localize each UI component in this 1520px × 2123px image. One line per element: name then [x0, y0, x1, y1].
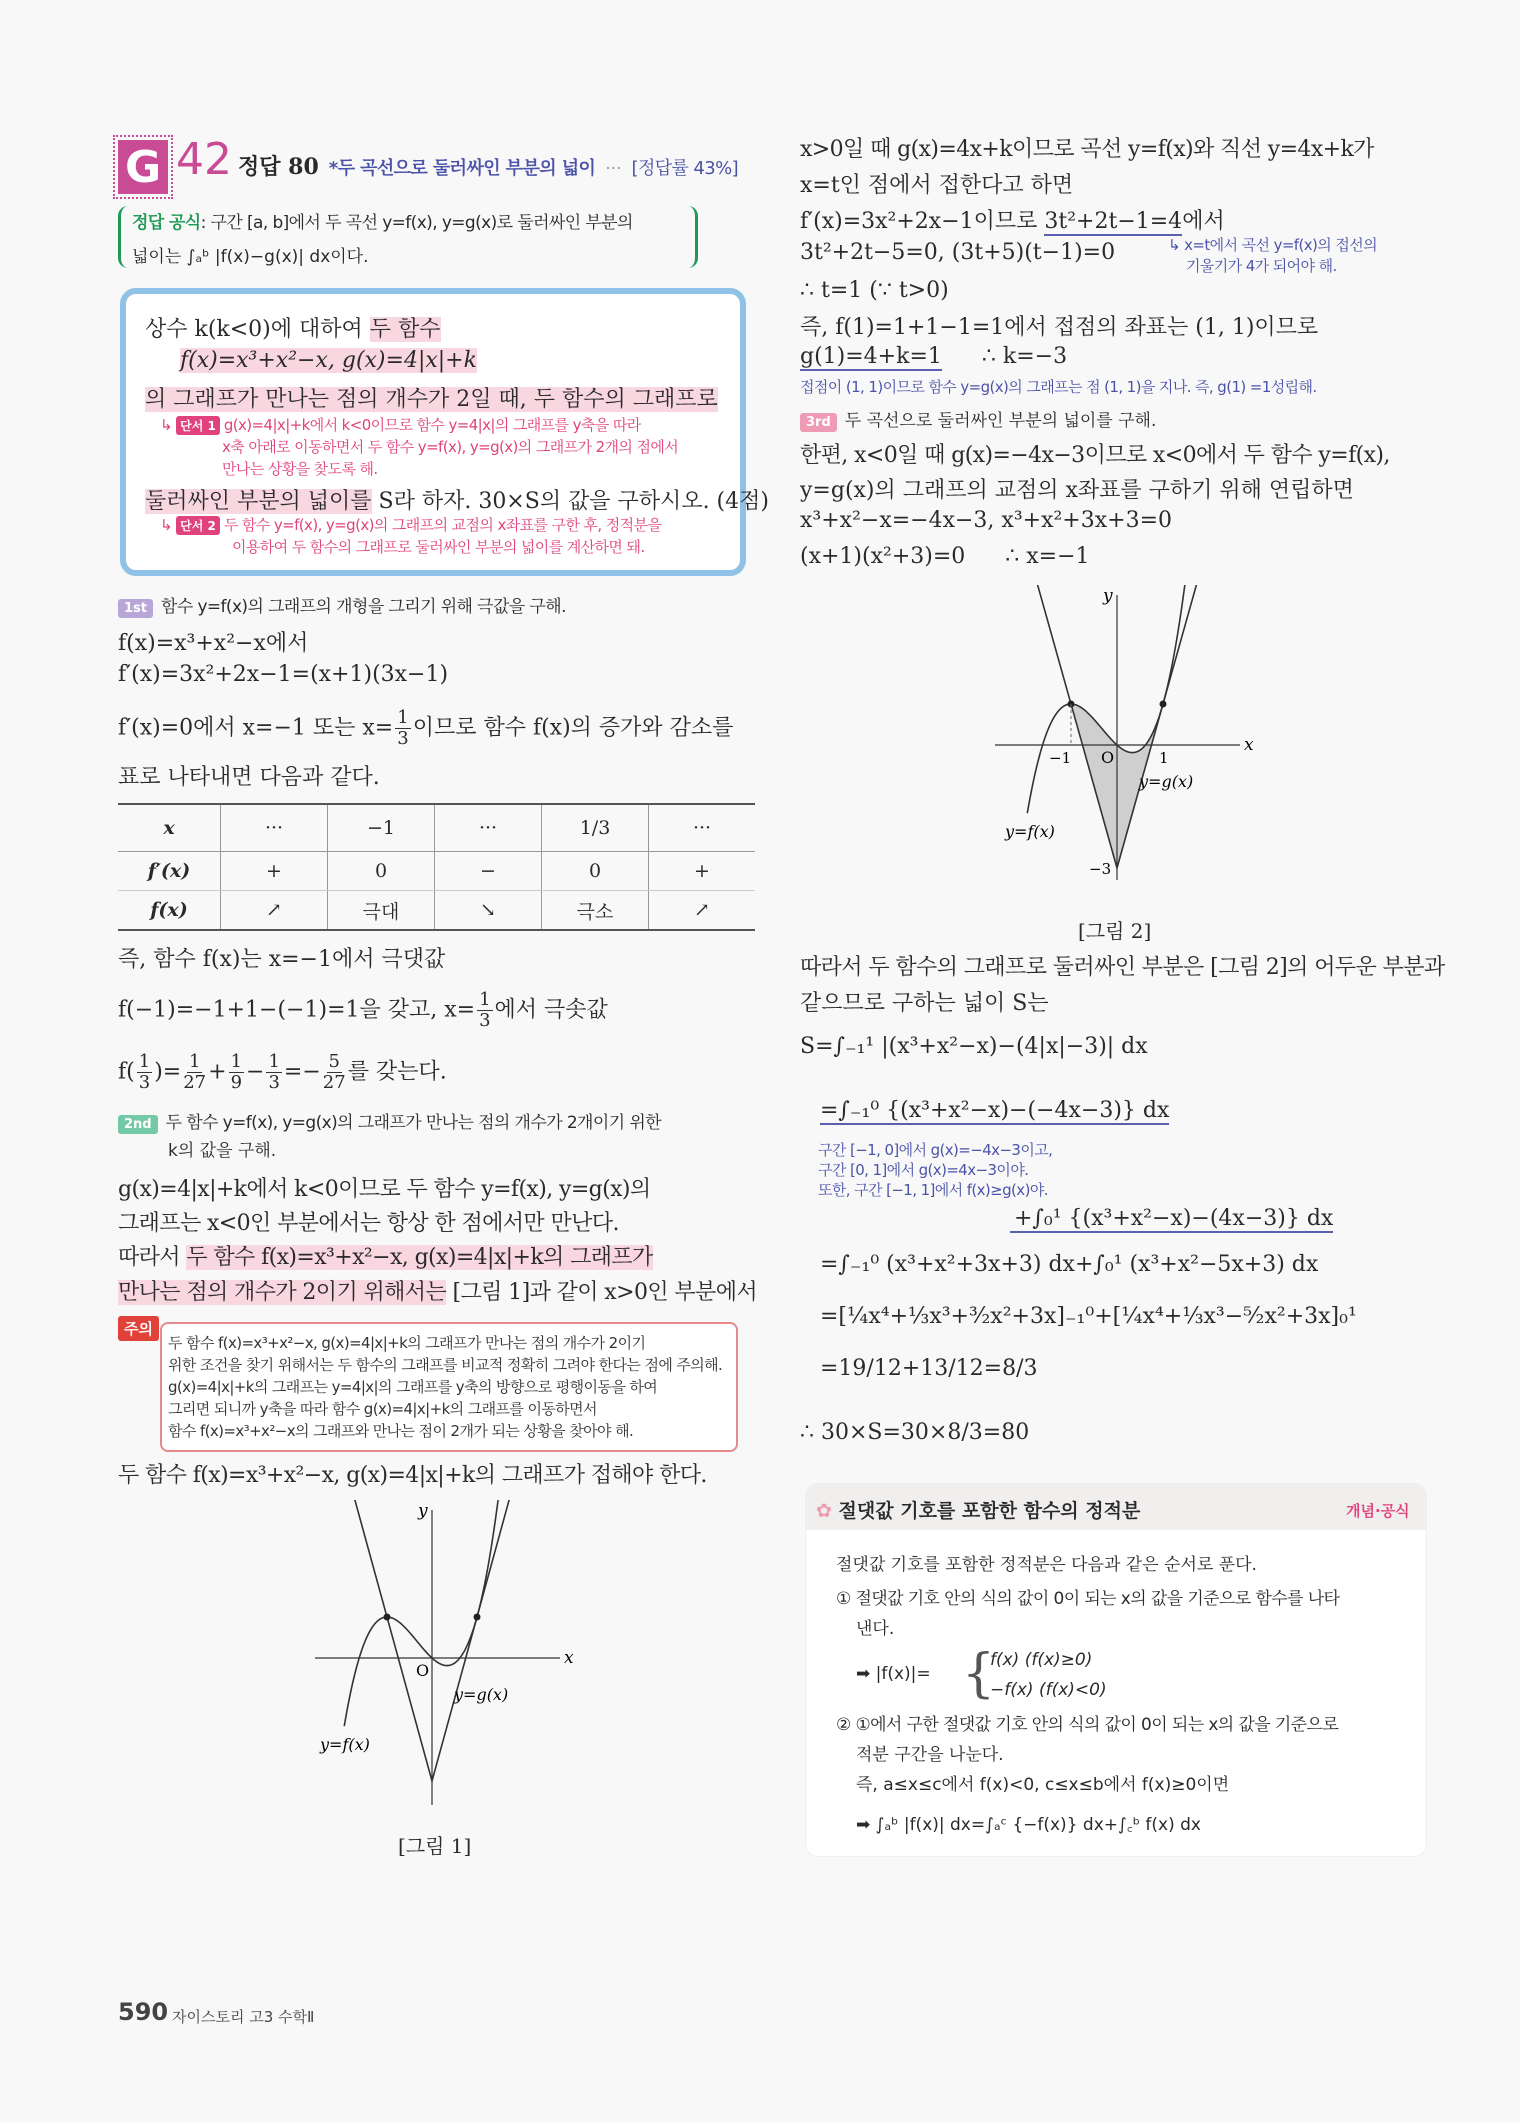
hint-2: ↳ 단서 2 두 함수 y=f(x), y=g(x)의 그래프의 교점의 x좌표를 구한 후, 정적분을: [160, 516, 662, 534]
table-cell: 0: [328, 852, 435, 891]
text: 상수 k(k<0)에 대하여: [145, 317, 370, 342]
area-eq-4: =∫₋₁⁰ (x³+x²+3x+3) dx+∫₀¹ (x³+x²−5x+3) dx: [820, 1252, 1319, 1277]
brace: {: [962, 1644, 996, 1704]
text: 이므로 함수 f(x)의 증가와 감소를: [412, 715, 734, 741]
concept-item-2c: 즉, a≤x≤c에서 f(x)<0, c≤x≤b에서 f(x)≥0이면: [856, 1775, 1230, 1795]
step1-line-3: [118, 708, 733, 749]
tick-label: 1: [1159, 749, 1169, 767]
table-cell: 극대: [328, 891, 435, 930]
den: 3: [479, 1009, 491, 1031]
f-label: y=f(x): [1005, 822, 1055, 841]
note-line: 또한, 구간 [−1, 1]에서 f(x)≥g(x)야.: [818, 1181, 1048, 1199]
hint-tag: 단서 1: [176, 416, 220, 435]
note-slope-2: 기울기가 4가 되어야 해.: [1186, 257, 1337, 275]
table-cell: ···: [435, 805, 542, 852]
den: 27: [183, 1071, 207, 1093]
table-cell: f′(x): [118, 852, 221, 891]
formula-line-2: 넓이는 ∫ₐᵇ |f(x)−g(x)| dx이다.: [132, 247, 369, 267]
table-cell: ···: [649, 805, 756, 852]
text: [그림 1]과 같이 x>0인 부분에서: [446, 1280, 757, 1305]
right-line-7: [800, 344, 1067, 369]
abs-def-lhs: ➡ |f(x)|=: [856, 1664, 931, 1684]
step1-line-5: 즉, 함수 f(x)는 x=−1에서 극댓값: [118, 947, 446, 972]
note-line: 구간 [−1, 0]에서 g(x)=−4x−3이고,: [818, 1141, 1053, 1159]
text: ∴ x=−1: [1005, 544, 1090, 569]
den: 3: [397, 727, 409, 749]
text: f(−1)=−1+1−(−1)=1을 갖고, x=: [118, 997, 476, 1023]
num: 1: [397, 707, 409, 728]
step-2-title-2: k의 값을 구해.: [168, 1141, 277, 1161]
table-cell: x: [118, 805, 221, 852]
num: 1: [230, 1051, 243, 1072]
fraction: [395, 708, 410, 749]
concept-item-2d: ➡ ∫ₐᵇ |f(x)| dx=∫ₐᶜ {−f(x)} dx+∫꜀ᵇ f(x) dx: [856, 1815, 1201, 1835]
underlined-eq: g(1)=4+k=1: [800, 344, 942, 369]
hint-2-line-2: 이용하여 두 함수의 그래프로 둘러싸인 부분의 넓이를 계산하면 돼.: [232, 538, 645, 556]
step2-line-5: 두 함수 f(x)=x³+x²−x, g(x)=4|x|+k의 그래프가 접해야 한다.: [118, 1463, 707, 1488]
text: f′(x)=3x²+2x−1이므로: [800, 209, 1045, 234]
step-3-heading: [800, 406, 1156, 432]
den: 3: [138, 1071, 151, 1093]
figure-2-graph: [990, 585, 1260, 885]
text: 를 갖는다.: [347, 1059, 447, 1085]
right-line-4: 3t²+2t−5=0, (3t+5)(t−1)=0: [800, 240, 1116, 265]
highlight: 두 함수의 그래프로: [533, 387, 718, 412]
fraction: [266, 1052, 281, 1093]
note-slope: ↳ x=t에서 곡선 y=f(x)의 접선의: [1168, 236, 1377, 254]
text: 에서: [1182, 209, 1225, 234]
concept-item-2b: 적분 구간을 나눈다.: [856, 1745, 1004, 1765]
page-number: 590: [118, 1998, 169, 2026]
step-1-heading: [118, 592, 566, 618]
solution-line-1: 따라서 두 함수의 그래프로 둘러싸인 부분은 [그림 2]의 어두운 부분과: [800, 955, 1445, 980]
step2-line-1: g(x)=4|x|+k에서 k<0이므로 두 함수 y=f(x), y=g(x)의: [118, 1177, 651, 1202]
book-title: 자이스토리 고3 수학Ⅱ: [172, 2008, 315, 2026]
problem-line-4: [145, 484, 769, 515]
area-eq-5: =[¼x⁴+⅓x³+³⁄₂x²+3x]₋₁⁰+[¼x⁴+⅓x³−⁵⁄₂x²+3x]₀¹: [820, 1304, 1357, 1329]
highlight: 둘러싸인 부분의 넓이를: [145, 489, 372, 514]
text: f′(x)=0에서 x=−1 또는 x=: [118, 715, 394, 741]
concept-item-2: ② ①에서 구한 절댓값 기호 안의 식의 값이 0이 되는 x의 값을 기준으로: [836, 1715, 1339, 1735]
caution-text: [168, 1332, 722, 1442]
highlight: 두 함수 f(x)=x³+x²−x, g(x)=4|x|+k의 그래프가: [186, 1245, 653, 1270]
right-line-3: [800, 204, 1225, 235]
formula-line-1: [132, 208, 633, 233]
step2-line-2: 그래프는 x<0인 부분에서는 항상 한 점에서만 만난다.: [118, 1211, 619, 1236]
fraction: [323, 1052, 346, 1093]
section-badge: G: [118, 140, 168, 194]
table-cell: ↘: [435, 891, 542, 930]
right-line-10: x³+x²−x=−4x−3, x³+x²+3x+3=0: [800, 508, 1173, 533]
formula-label: 정답 공식: [132, 213, 201, 233]
abs-case-1: f(x) (f(x)≥0): [990, 1650, 1093, 1670]
step1-line-7: [118, 1052, 447, 1093]
origin-label: O: [416, 1661, 430, 1680]
flower-icon: ✿: [816, 1500, 832, 1522]
right-line-8: 한편, x<0일 때 g(x)=−4x−3이므로 x<0에서 두 함수 y=f(x),: [800, 443, 1390, 468]
intersection-point: [384, 1614, 391, 1621]
note-tangent-point: 접점이 (1, 1)이므로 함수 y=g(x)의 그래프는 점 (1, 1)을 지나. 즉, g(1) =1성립해.: [800, 378, 1317, 396]
right-line-11: [800, 544, 1090, 569]
den: 9: [230, 1071, 243, 1093]
correct-rate: [정답률 43%]: [631, 158, 739, 179]
highlight: 만나는 점의 개수가 2이기 위해서는: [118, 1280, 447, 1305]
hint-tag: 단서 2: [176, 516, 220, 535]
fraction: [477, 990, 492, 1031]
table-row: [118, 891, 755, 930]
hint-1-line-2: x축 아래로 이동하면서 두 함수 y=f(x), y=g(x)의 그래프가 2개의 점에서: [222, 438, 679, 456]
concept-title: 절댓값 기호를 포함한 함수의 정적분: [838, 1500, 1141, 1522]
area-eq-2: =∫₋₁⁰ {(x³+x²−x)−(−4x−3)} dx: [820, 1098, 1170, 1123]
text: )=: [154, 1059, 182, 1085]
figure-2-caption: [그림 2]: [1078, 919, 1152, 943]
text: S라 하자. 30×S의 값을 구하시오. (4점): [371, 489, 769, 514]
den: 27: [322, 1071, 346, 1093]
right-line-6: 즉, f(1)=1+1−1=1에서 접점의 좌표는 (1, 1)이므로: [800, 315, 1319, 340]
right-line-5: ∴ t=1 (∵ t>0): [800, 278, 949, 303]
caution-line: 위한 조건을 찾기 위해서는 두 함수의 그래프를 비교적 정확히 그려야 한다는 점에 주의해.: [168, 1356, 723, 1374]
table-cell: +: [221, 852, 328, 891]
abs-case-2: −f(x) (f(x)<0): [990, 1680, 1107, 1700]
num: 1: [479, 989, 491, 1010]
interval-note: [818, 1140, 1052, 1200]
table-cell: 1/3: [542, 805, 649, 852]
area-eq-3: +∫₀¹ {(x³+x²−x)−(4x−3)} dx: [1010, 1206, 1333, 1233]
underlined-eq: 3t²+2t−1=4: [1044, 209, 1183, 234]
num: 5: [328, 1051, 340, 1072]
table-cell: ↗: [221, 891, 328, 930]
caution-line: 함수 f(x)=x³+x²−x의 그래프와 만나는 점이 2개가 되는 상황을 찾아야 해.: [168, 1422, 634, 1440]
f-label: y=f(x): [320, 1735, 370, 1754]
concept-tag: 개념·공식: [1346, 1502, 1410, 1520]
table-cell: f(x): [150, 899, 188, 921]
table-row: [118, 805, 755, 852]
problem-number: 42: [176, 134, 232, 185]
step1-line-1: f(x)=x³+x²−x에서: [118, 631, 309, 656]
num: 1: [268, 1051, 280, 1072]
solution-line-2: 같으므로 구하는 넓이 S는: [800, 991, 1049, 1016]
text: 따라서: [118, 1245, 187, 1270]
formula-text: : 구간 [a, b]에서 두 곡선 y=f(x), y=g(x)로 둘러싸인 부분의: [200, 213, 633, 233]
table-cell: 0: [542, 852, 649, 891]
step-2-heading: [118, 1108, 661, 1134]
text: 에서 극솟값: [494, 997, 608, 1023]
text: −: [246, 1059, 265, 1085]
step-title: 두 곡선으로 둘러싸인 부분의 넓이를 구해.: [844, 411, 1157, 431]
g-label: y=g(x): [1139, 772, 1194, 791]
answer-label: 정답 80: [238, 154, 319, 180]
step-title: 함수 y=f(x)의 그래프의 개형을 그리기 위해 극값을 구해.: [161, 597, 566, 617]
dots: ···: [605, 159, 622, 179]
hint-1: ↳ 단서 1 g(x)=4|x|+k에서 k<0이므로 함수 y=4|x|의 그래프를 y축을 따라: [160, 416, 641, 434]
step-badge: 1st: [118, 599, 153, 618]
highlight: 의 그래프가 만나는 점의 개수가 2일 때,: [145, 387, 534, 412]
right-line-2: x=t인 점에서 접한다고 하면: [800, 173, 1074, 198]
concept-intro: 절댓값 기호를 포함한 정적분은 다음과 같은 순서로 푼다.: [836, 1555, 1257, 1575]
table-cell: −1: [328, 805, 435, 852]
table-cell: −: [435, 852, 542, 891]
step-badge: 2nd: [118, 1115, 158, 1134]
y-axis-label: y: [418, 1501, 428, 1521]
table-cell: 극소: [542, 891, 649, 930]
increase-decrease-table: [118, 803, 755, 931]
table-cell: ···: [221, 805, 328, 852]
step1-line-2: f′(x)=3x²+2x−1=(x+1)(3x−1): [118, 662, 449, 687]
text: =−: [283, 1059, 321, 1085]
final-answer: ∴ 30×S=30×8/3=80: [800, 1420, 1030, 1445]
step1-line-6: [118, 990, 608, 1031]
concept-item-1: ① 절댓값 기호 안의 식의 값이 0이 되는 x의 값을 기준으로 함수를 나타: [836, 1589, 1340, 1609]
g-label: y=g(x): [454, 1685, 509, 1704]
highlight: 두 함수: [369, 317, 441, 342]
num: 1: [138, 1051, 151, 1072]
caution-line: 두 함수 f(x)=x³+x²−x, g(x)=4|x|+k의 그래프가 만나는 점의 개수가 2이기: [168, 1334, 646, 1352]
text: +: [208, 1059, 227, 1085]
hint-1-line-3: 만나는 상황을 찾도록 해.: [222, 460, 378, 478]
intersection-point: [474, 1614, 481, 1621]
step1-line-4: 표로 나타내면 다음과 같다.: [118, 765, 380, 790]
origin-label: O: [1101, 748, 1115, 767]
figure-1-graph: [310, 1500, 580, 1810]
intersection-point: [1160, 701, 1167, 708]
table-row: [118, 852, 755, 891]
step-title: 두 함수 y=f(x), y=g(x)의 그래프가 만나는 점의 개수가 2개이기 위한: [165, 1113, 661, 1133]
caution-line: g(x)=4|x|+k의 그래프는 y=4|x|의 그래프를 y축의 방향으로 평행이동을 하여: [168, 1378, 658, 1396]
x-axis-label: x: [1244, 735, 1254, 755]
note-text: x=t에서 곡선 y=f(x)의 접선의: [1184, 236, 1377, 254]
table-cell: +: [649, 852, 756, 891]
x-axis-label: x: [564, 1648, 574, 1668]
y-axis-label: y: [1103, 586, 1113, 606]
concept-title-row: [816, 1496, 1140, 1523]
header-row: [238, 150, 738, 181]
area-eq-6: =19/12+13/12=8/3: [820, 1356, 1038, 1381]
caution-line: 그리면 되니까 y축을 따라 함수 g(x)=4|x|+k의 그래프를 이동하면서: [168, 1400, 597, 1418]
tick-label: −3: [1089, 860, 1112, 878]
step2-line-3: [118, 1240, 653, 1271]
text: f(: [118, 1059, 135, 1085]
text: (x+1)(x²+3)=0: [800, 544, 966, 569]
problem-line-1: [145, 312, 441, 343]
topic-title: *두 곡선으로 둘러싸인 부분의 넓이: [328, 158, 596, 179]
fraction: [137, 1052, 152, 1093]
text: ∴ k=−3: [981, 344, 1068, 369]
fraction: [183, 1052, 206, 1093]
right-line-9: y=g(x)의 그래프의 교점의 x좌표를 구하기 위해 연립하면: [800, 478, 1354, 503]
caution-tag: 주의: [118, 1316, 159, 1341]
area-eq-1: S=∫₋₁¹ |(x³+x²−x)−(4|x|−3)| dx: [800, 1034, 1148, 1059]
right-line-1: x>0일 때 g(x)=4x+k이므로 곡선 y=f(x)와 직선 y=4x+k가: [800, 137, 1374, 162]
concept-item-1b: 낸다.: [856, 1619, 895, 1639]
step-badge: 3rd: [800, 413, 837, 432]
step2-line-4: [118, 1275, 757, 1306]
hint-text: 두 함수 y=f(x), y=g(x)의 그래프의 교점의 x좌표를 구한 후, 정적분을: [223, 516, 662, 534]
problem-line-3: [145, 382, 718, 413]
table-cell: ↗: [649, 891, 756, 930]
note-line: 구간 [0, 1]에서 g(x)=4x−3이야.: [818, 1161, 1029, 1179]
num: 1: [188, 1051, 201, 1072]
tick-label: −1: [1049, 749, 1072, 767]
hint-text: g(x)=4|x|+k에서 k<0이므로 함수 y=4|x|의 그래프를 y축을 따라: [223, 416, 641, 434]
den: 3: [268, 1071, 280, 1093]
fraction: [229, 1052, 244, 1093]
figure-1-caption: [그림 1]: [398, 1834, 472, 1858]
problem-functions: f(x)=x³+x²−x, g(x)=4|x|+k: [180, 348, 477, 373]
